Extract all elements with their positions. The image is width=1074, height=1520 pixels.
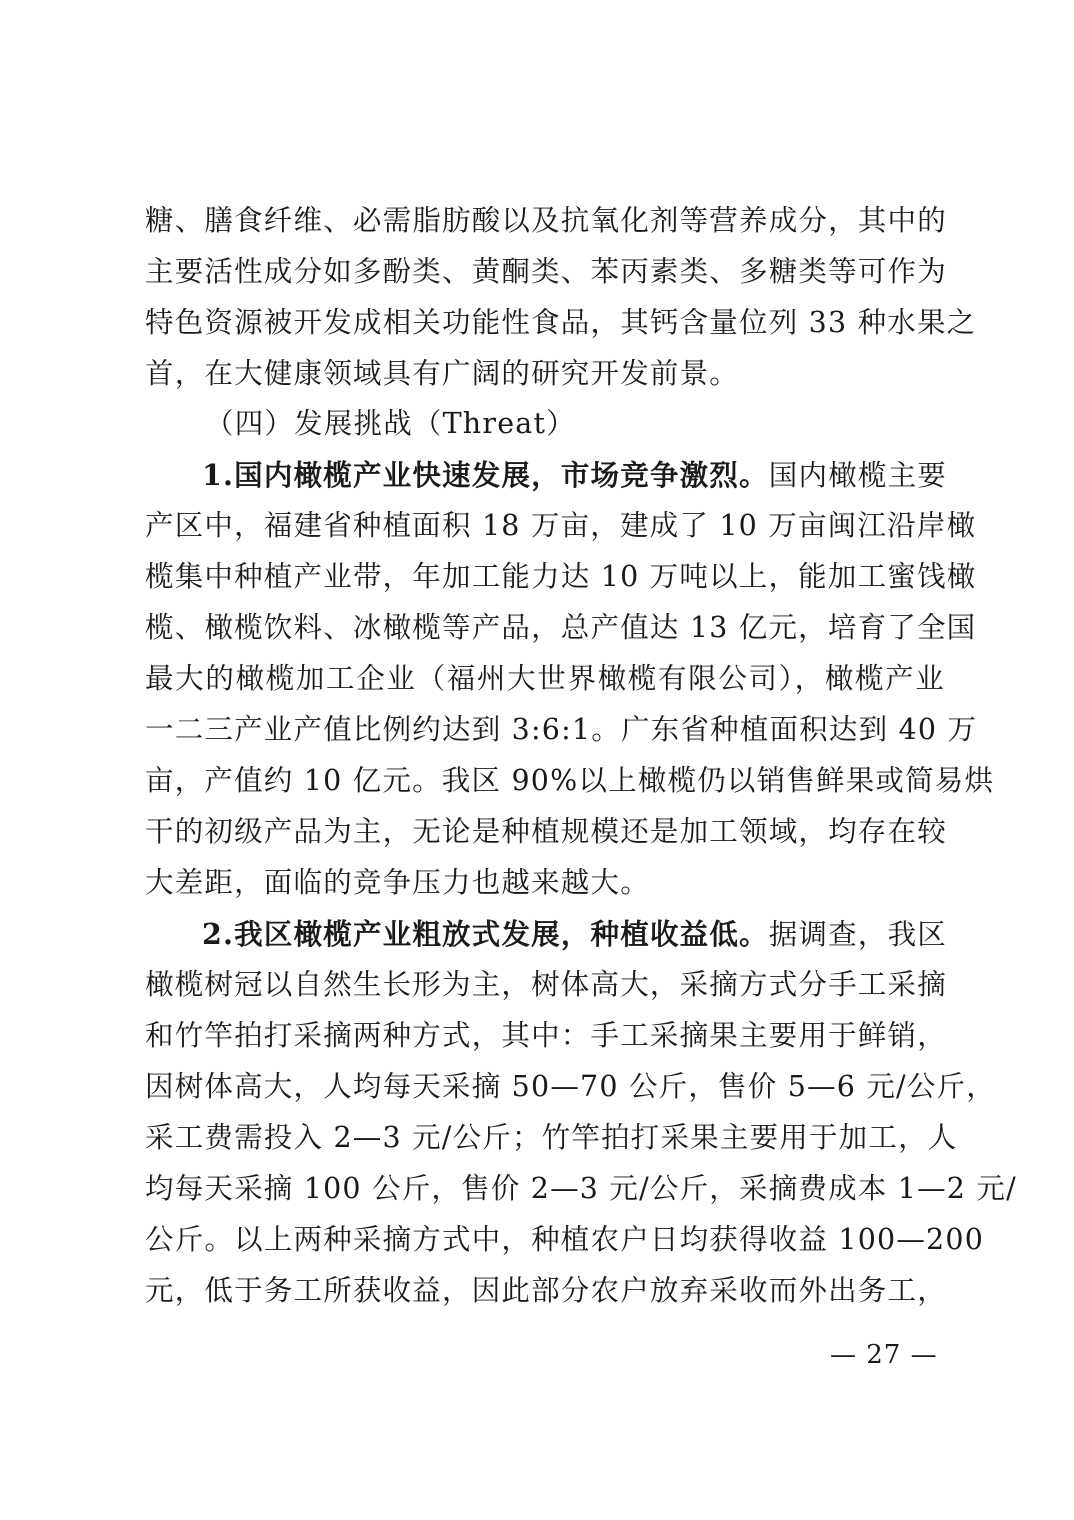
text-line	[145, 1218, 985, 1262]
text-line	[145, 1167, 1017, 1211]
point-1-lead-line	[145, 453, 945, 497]
point-2-title: 2.我区橄榄产业粗放式发展，种植收益低。	[202, 917, 769, 951]
text-line	[145, 250, 945, 294]
text-line	[145, 1269, 945, 1313]
page-number: — 27 —	[830, 1340, 938, 1370]
line-text: 橄榄树冠以自然生长形为主，树体高大，采摘方式分手工采摘	[145, 968, 947, 1001]
point-2-lead-line	[145, 912, 945, 956]
line-text: 公斤。以上两种采摘方式中，种植农户日均获得收益 100—200	[145, 1223, 985, 1256]
line-text: 亩，产值约 10 亿元。我区 90%以上橄榄仍以销售鲜果或简易烘	[145, 764, 995, 797]
line-text: 因树体高大，人均每天采摘 50—70 公斤，售价 5—6 元/公斤，	[145, 1070, 996, 1103]
text-line	[145, 810, 945, 854]
line-text: 采工费需投入 2—3 元/公斤；竹竿拍打采果主要用于加工，人	[145, 1121, 958, 1154]
line-text: 糖、膳食纤维、必需脂肪酸以及抗氧化剂等营养成分，其中的	[145, 204, 947, 237]
text-line	[145, 963, 945, 1007]
section-heading	[145, 402, 945, 446]
text-line	[145, 1116, 958, 1160]
line-text: 一二三产业产值比例约达到 3:6:1。广东省种植面积达到 40 万	[145, 713, 978, 746]
line-text: 榄集中种植产业带，年加工能力达 10 万吨以上，能加工蜜饯橄	[145, 560, 977, 593]
point-1-title: 1.国内橄榄产业快速发展，市场竞争激烈。	[202, 458, 769, 492]
text-line	[145, 199, 945, 243]
line-text: 首，在大健康领域具有广阔的研究开发前景。	[145, 357, 740, 390]
text-line	[145, 504, 977, 548]
text-line	[145, 1065, 996, 1109]
text-line	[145, 555, 977, 599]
text-line	[145, 1014, 945, 1058]
line-text: 和竹竿拍打采摘两种方式，其中：手工采摘果主要用于鲜销，	[145, 1019, 947, 1052]
heading-text: （四）发展挑战（Threat）	[205, 407, 576, 440]
text-line	[145, 861, 945, 905]
line-text: 元，低于务工所获收益，因此部分农户放弃采收而外出务工，	[145, 1274, 947, 1307]
text-line	[145, 301, 977, 345]
line-text: 干的初级产品为主，无论是种植规模还是加工领域，均存在较	[145, 815, 947, 848]
text-line	[145, 759, 995, 803]
line-text: 国内橄榄主要	[768, 459, 947, 492]
line-text: 大差距，面临的竞争压力也越来越大。	[145, 866, 650, 899]
text-line	[145, 606, 977, 650]
line-text: 榄、橄榄饮料、冰橄榄等产品，总产值达 13 亿元，培育了全国	[145, 611, 977, 644]
line-text: 产区中，福建省种植面积 18 万亩，建成了 10 万亩闽江沿岸橄	[145, 509, 977, 542]
line-text: 据调查，我区	[768, 918, 947, 951]
text-line	[145, 708, 978, 752]
line-text: 主要活性成分如多酚类、黄酮类、苯丙素类、多糖类等可作为	[145, 255, 947, 288]
text-line	[145, 657, 945, 701]
line-text: 特色资源被开发成相关功能性食品，其钙含量位列 33 种水果之	[145, 306, 977, 339]
line-text: 最大的橄榄加工企业（福州大世界橄榄有限公司），橄榄产业	[145, 662, 945, 695]
line-text: 均每天采摘 100 公斤，售价 2—3 元/公斤，采摘费成本 1—2 元/	[145, 1172, 1017, 1205]
text-line	[145, 352, 945, 396]
